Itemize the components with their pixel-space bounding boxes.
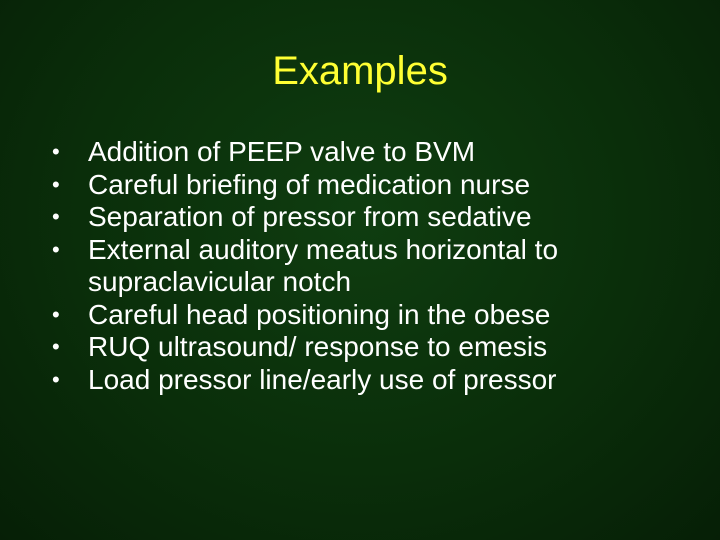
bullet-dot: •	[52, 139, 60, 164]
bullet-dot: •	[52, 366, 60, 392]
bullet-text: Careful head positioning in the obese	[88, 298, 551, 330]
bullet-item	[52, 169, 692, 202]
bullet-text: Addition of PEEP valve to BVM	[88, 136, 476, 167]
bullet-dot: •	[52, 301, 60, 327]
slide-title: Examples	[272, 49, 448, 93]
bullet-item	[52, 201, 692, 234]
bullet-item	[52, 136, 692, 169]
bullet-item	[52, 299, 692, 332]
bullet-text: Load pressor line/early use of pressor	[88, 363, 557, 395]
bullet-text: External auditory meatus horizontal to supraclavicular notch	[88, 233, 559, 297]
bullet-dot: •	[52, 171, 60, 197]
bullet-item	[52, 364, 692, 397]
bullet-text: Separation of pressor from sedative	[88, 201, 532, 232]
bullet-text: RUQ ultrasound/ response to emesis	[88, 331, 548, 362]
bullet-item	[52, 331, 692, 364]
bullet-item	[52, 234, 692, 299]
bullet-dot: •	[52, 204, 60, 229]
bullet-dot: •	[52, 334, 60, 359]
bullet-list	[52, 136, 692, 396]
bullet-dot: •	[52, 236, 60, 262]
bullet-text: Careful briefing of medication nurse	[88, 168, 531, 200]
